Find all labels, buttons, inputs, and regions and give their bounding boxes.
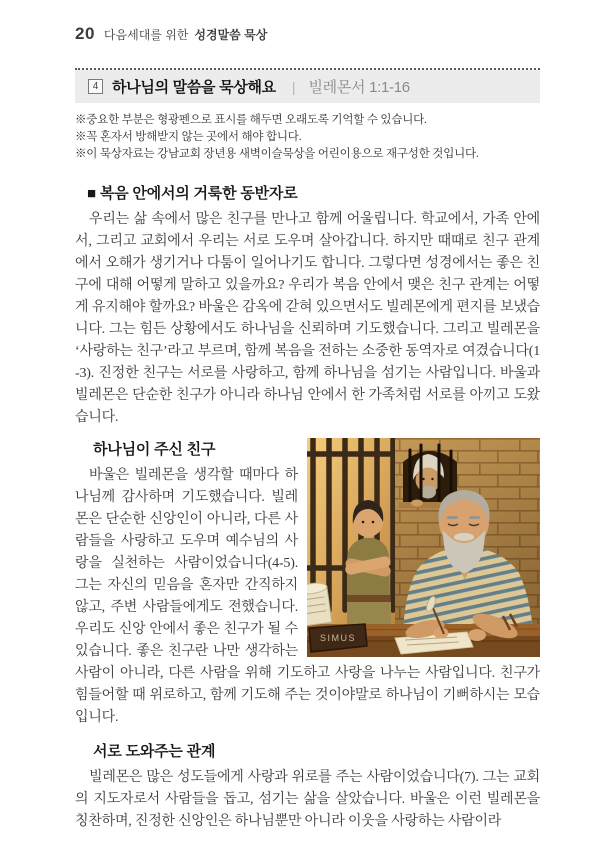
series-prefix: 다음세대를 위한 bbox=[103, 28, 189, 42]
note-line: ※꼭 혼자서 방해받지 않는 곳에서 해야 합니다. bbox=[75, 131, 302, 143]
series-title: 성경말씀 묵상 bbox=[194, 28, 268, 42]
note-line: ※중요한 부분은 형광펜으로 표시를 해두면 오래도록 기억할 수 있습니다. bbox=[75, 114, 427, 126]
section-paragraph: 우리는 삶 속에서 많은 친구를 만나고 함께 어울립니다. 학교에서, 가족 안에서, 그리고 교회에서 우리는 서로 도우며 살아갑니다. 하지만 때때로 친구 관계에서 오해가 생기거나 다툼이 일어나기도 합니다. 그렇다면 성경에서는 좋은 친구에 대해 어떻게 말하고 있을까요? 우리가 복음 안에서 맺은 친구 관계는 어떻게 유지해야 할까요? 바울은 감옥에 갇혀 있으면서도 빌레몬에게 편지를 보냈습니다. 그는 힘든 상황에서도 하나님을 신뢰하며 기도했습니다. 그리고 빌레몬을 ‘사랑하는 친구’라고 부르며, 함께 복음을 전하는 소중한 동역자로 여겼습니다(1-3). 진정한 친구는 서로를 사랑하고, 함께 하나님을 섬기는 사람입니다. 바울과 빌레몬은 단순한 친구가 아니라 하나님 안에서 한 가족처럼 서로를 아끼고 도왔습니다. bbox=[75, 212, 540, 425]
scripture-reference: 빌레몬서 1:1-16 bbox=[308, 79, 410, 96]
page-number: 20 bbox=[75, 24, 95, 43]
section-paragraph: 빌레몬은 많은 성도들에게 사랑과 위로를 주는 사람이었습니다(7). 그는 교회의 지도자로서 사람들을 돕고, 섬기는 삶을 살았습니다. 바울은 이런 빌레몬을 칭찬하며, 진정한 신앙인은 하나님뿐만 아니라 이웃을 사랑하는 사람이라 bbox=[75, 770, 540, 829]
prison-letter-illustration bbox=[307, 438, 540, 657]
title-separator: | bbox=[291, 78, 296, 95]
running-head bbox=[75, 24, 540, 44]
lesson-number-badge: 4 bbox=[88, 79, 103, 94]
lesson-title: 하나님의 말씀을 묵상해요 bbox=[112, 79, 276, 96]
plaque-text: SIMUS bbox=[319, 633, 357, 643]
section-god-given-friend bbox=[75, 438, 540, 729]
section-helping-relationship bbox=[75, 740, 540, 833]
section-heading: 하나님이 주신 친구 bbox=[93, 441, 216, 458]
instruction-notes bbox=[75, 112, 540, 163]
note-line: ※이 묵상자료는 강남교회 장년용 새벽이슬묵상을 어린이용으로 재구성한 것입니다. bbox=[75, 148, 479, 160]
section-heading: 서로 도와주는 관계 bbox=[93, 743, 216, 760]
section-paragraph: 바울은 빌레몬을 생각할 때마다 하나님께 감사하며 기도했습니다. 빌레몬은 단순한 신앙인이 아니라, 다른 사람들을 사랑하고 도우며 예수님의 사랑을 실천하는 사람이었습니다(4-5). 그는 자신의 믿음을 혼자만 간직하지 않고, 주변 사람들에게도 전했습니다. 우리도 신앙 안에서 좋은 친구가 될 수 있습니다. 좋은 친구란 나만 생각하는 사람이 아니라, 다른 사람을 위해 기도하고 사랑을 나누는 사람입니다. 친구가 힘들어할 때 위로하고, 함께 기도해 주는 것이야말로 하나님이 기뻐하시는 모습입니다. bbox=[75, 468, 540, 725]
section-intro bbox=[75, 182, 540, 429]
lesson-title-bar bbox=[75, 68, 540, 103]
section-heading: ■ 복음 안에서의 거룩한 동반자로 bbox=[87, 185, 298, 202]
